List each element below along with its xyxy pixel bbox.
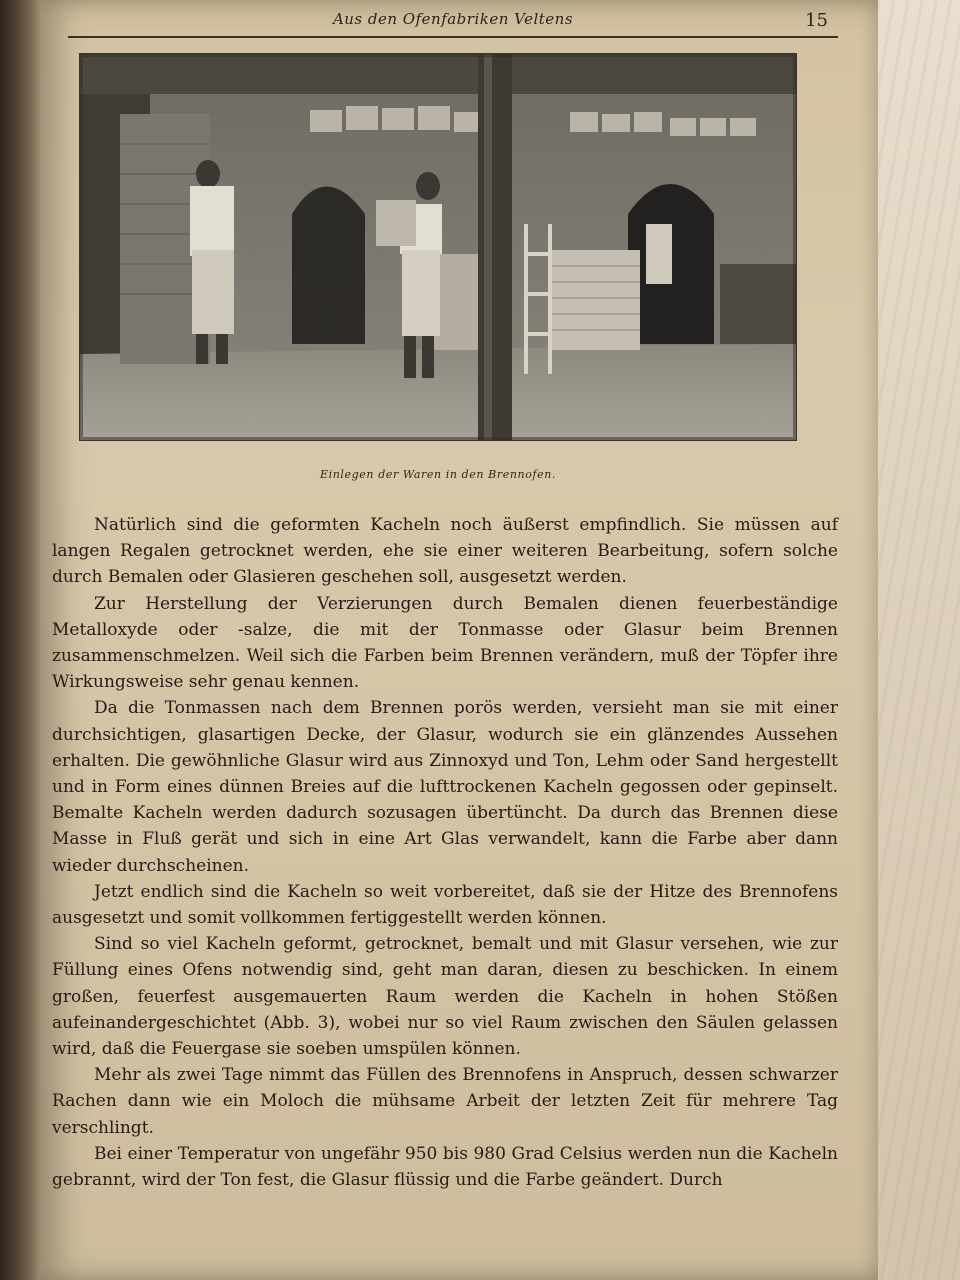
paragraph-5: Sind so viel Kacheln geformt, getrocknet, bemalt und mit Glasur versehen, wie zur Füllung eines Ofens notwendig sind, geht man daran, diesen zu beschicken. In einem großen, feuerfest ausgemauerten Raum werden die Kacheln in hohen Stößen aufeinandergeschichtet (Abb. 3), wobei nur so viel Raum zwischen den Säulen gelassen wird, daß die Feuergase sie soeben umspülen können. — [52, 934, 838, 1060]
paragraph-6: Mehr als zwei Tage nimmt das Füllen des Brennofens in Anspruch, dessen schwarzer Rachen dann wie ein Moloch die mühsame Arbeit der letzten Zeit für mehrere Tag verschlingt. — [52, 1065, 838, 1138]
figure-caption: Einlegen der Waren in den Brennofen. — [320, 468, 556, 481]
paragraph-7: Bei einer Temperatur von ungefähr 950 bis 980 Grad Celsius werden nun die Kacheln gebrannt, wird der Ton fest, die Glasur flüssig und die Farbe geändert. Durch — [52, 1143, 838, 1191]
body-text — [52, 512, 838, 1193]
running-header — [68, 6, 838, 38]
figure-photograph — [80, 54, 796, 440]
paragraph-4: Jetzt endlich sind die Kacheln so weit vorbereitet, daß sie der Hitze des Brennofens ausgesetzt und somit vollkommen fertiggestellt werden können. — [52, 881, 838, 929]
paragraph-2: Zur Herstellung der Verzierungen durch Bemalen dienen feuerbeständige Metalloxyde oder -salze, die mit der Tonmasse oder Glasur beim Brennen zusammenschmelzen. Weil sich die Farben beim Brennen verändern, muß der Töpfer ihre Wirkungsweise sehr genau kennen. — [52, 593, 838, 693]
header-title: Aus den Ofenfabriken Veltens — [332, 10, 574, 28]
paragraph-1: Natürlich sind die geformten Kacheln noch äußerst empfindlich. Sie müssen auf langen Regalen getrocknet werden, ehe sie einer weiteren Bearbeitung, sofern solche durch Bemalen oder Glasieren geschehen soll, ausgesetzt werden. — [52, 515, 838, 588]
kiln-loading-photo-illustration — [80, 54, 796, 440]
paragraph-3: Da die Tonmassen nach dem Brennen porös werden, versieht man sie mit einer durchsichtigen, glasartigen Decke, der Glasur, wodurch sie ein glänzendes Aussehen erhalten. Die gewöhnliche Glasur wird aus Zinnoxyd und Ton, Lehm oder Sand hergestellt und in Form eines dünnen Breies auf die lufttrockenen Kacheln gegossen oder gepinselt. Bemalte Kacheln werden dadurch sozusagen übertüncht. Da durch das Brennen diese Masse in Fluß gerät und sich in eine Art Glas verwandelt, kann die Farbe aber dann wieder durchscheinen. — [52, 698, 838, 876]
wooden-table-background — [878, 0, 960, 1280]
page-number: 15 — [805, 10, 828, 31]
